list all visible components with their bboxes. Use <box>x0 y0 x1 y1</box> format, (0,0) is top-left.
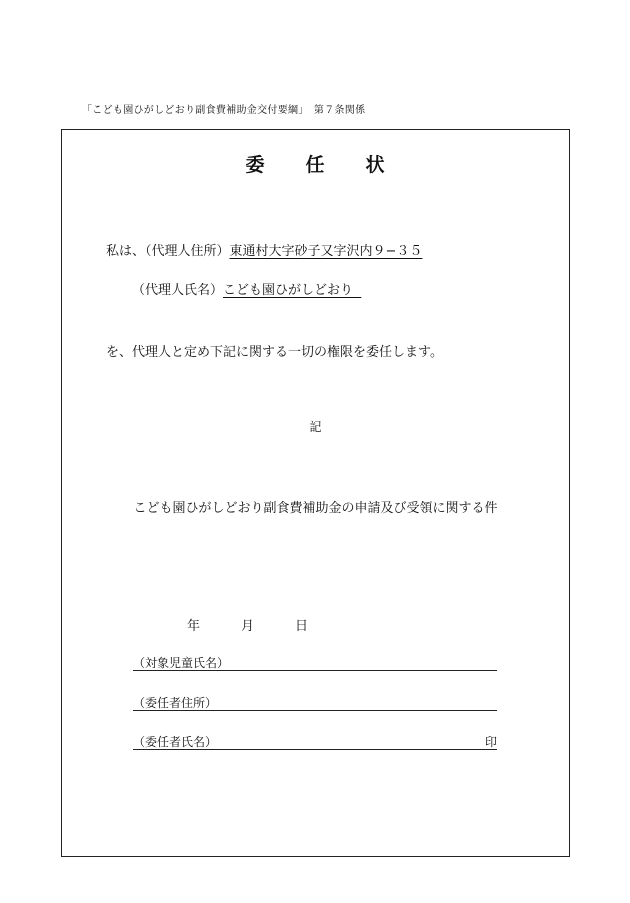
delegator-name-label: （委任者氏名） <box>133 735 218 749</box>
date-year: 年 <box>187 619 201 634</box>
delegated-matter: こども園ひがしどおり副食費補助金の申請及び受領に関する件 <box>133 501 498 516</box>
delegator-name-field <box>133 733 497 750</box>
document-title: 委 任 状 <box>245 154 386 176</box>
agent-address-line <box>106 240 422 259</box>
child-name-field <box>133 654 497 671</box>
delegation-text: を、代理人と定め下記に関する一切の権限を委任します。 <box>106 345 443 360</box>
header-note: 「こども園ひがしどおり副食費補助金交付要綱」 第７条関係 <box>82 105 366 116</box>
seal-mark: 印 <box>484 735 497 749</box>
date-day: 日 <box>295 619 309 634</box>
agent-name-label: （代理人氏名） <box>132 283 224 298</box>
agent-name-line <box>132 279 361 298</box>
agent-address-value: 東通村大字砂子又字沢内９−３５ <box>229 244 423 259</box>
agent-name-value: こども園ひがしどおり <box>223 283 354 298</box>
principal-lead: 私は、 <box>106 244 146 259</box>
ki-heading: 記 <box>309 420 322 434</box>
child-name-label: （対象児童氏名） <box>133 656 230 670</box>
agent-address-label: （代理人住所） <box>145 244 230 259</box>
delegator-address-label: （委任者住所） <box>133 696 218 710</box>
delegator-address-field <box>133 694 497 711</box>
document-frame <box>61 129 570 857</box>
date-month: 月 <box>241 619 255 634</box>
